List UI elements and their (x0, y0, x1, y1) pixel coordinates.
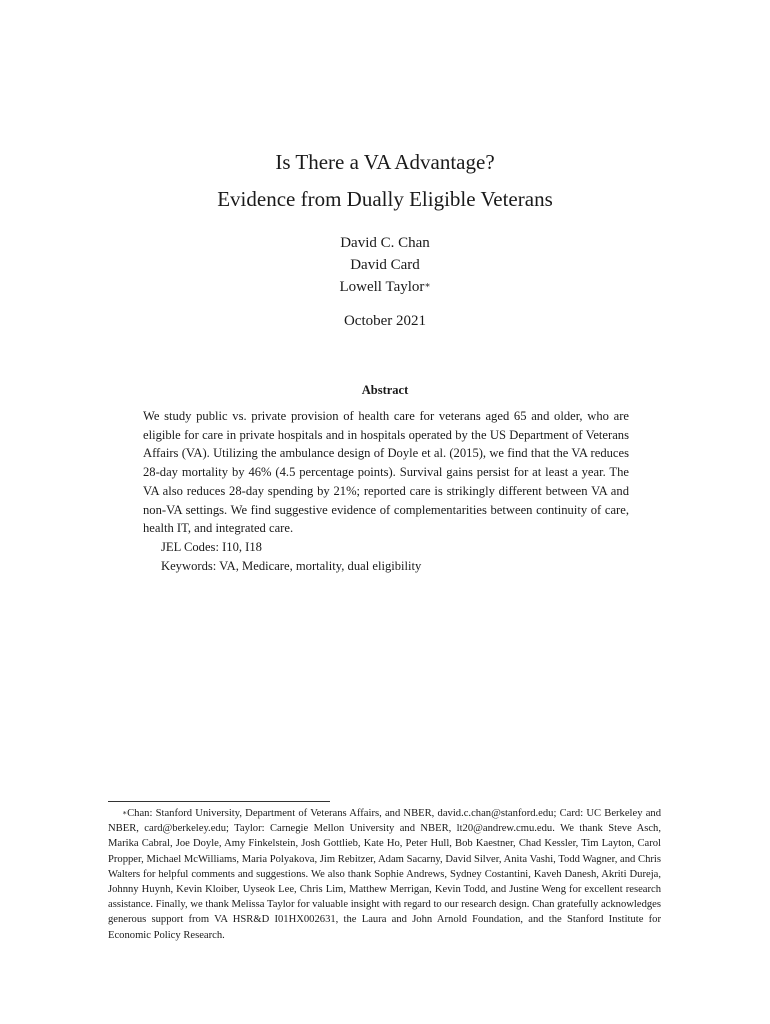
paper-title-line-1: Is There a VA Advantage? (275, 150, 495, 174)
footnote-text: Chan: Stanford University, Department of Veterans Affairs, and NBER, david.c.chan@stanford.edu; Card: UC Berkeley and NBER, card@berkeley.edu; Taylor: Carnegie Mellon University and NBER, lt20@andrew.cmu.edu. We thank Steve Asch, Marika Cabral, Joe Doyle, Amy Finkelstein, Josh Gottlieb, Kate Ho, Peter Hull, Bob Kaestner, Chad Kessler, Tim Layton, Carol Propper, Michael McWilliams, Maria Polyakova, Jim Rebitzer, Adam Sacarny, David Silver, Anita Vashi, Todd Wagner, and Chris Walters for helpful comments and suggestions. We also thank Sophie Andrews, Sydney Costantini, Kaveh Danesh, Akriti Dureja, Johnny Huynh, Kevin Kloiber, Uyseok Lee, Chris Lim, Matthew Merrigan, Kevin Todd, and Justine Weng for excellent research assistance. Finally, we thank Melissa Taylor for valuable insight with regard to our research design. Chan gratefully acknowledges generous support from VA HSR&D I01HX002631, the Laura and John Arnold Foundation, and the Stanford Institute for Economic Policy Research. (108, 808, 661, 941)
author-name-text: David C. Chan (340, 235, 430, 251)
keywords: Keywords: VA, Medicare, mortality, dual eligibility (161, 558, 422, 573)
author-name (0, 234, 770, 252)
author-name (0, 256, 770, 274)
abstract-text: We study public vs. private provision of health care for veterans aged 65 and older, who are eligible for care in private hospitals and in hospitals operated by the US Department of Veterans Affairs (VA). Utilizing the ambulance design of Doyle et al. (2015), we find that the VA reduces 28-day mortality by 46% (4.5 percentage points). Survival gains persist for at least a year. The VA also reduces 28-day spending by 21%; reported care is strikingly different between VA and non-VA settings. We find suggestive evidence of complementarities between continuity of care, health IT, and integrated care. (143, 409, 629, 536)
abstract-section (143, 407, 629, 575)
footnote-mark: ∗ (122, 808, 128, 817)
abstract-heading: Abstract (361, 383, 409, 397)
footnote-mark: ∗ (424, 280, 431, 290)
paper-title-line-2: Evidence from Dually Eligible Veterans (217, 187, 553, 211)
publication-date: October 2021 (343, 313, 427, 329)
author-name (0, 278, 770, 296)
author-name-text: Lowell Taylor (339, 279, 425, 295)
footnote-divider (108, 801, 330, 802)
jel-codes: JEL Codes: I10, I18 (161, 539, 262, 554)
footnote (108, 806, 661, 943)
author-name-text: David Card (350, 257, 420, 273)
